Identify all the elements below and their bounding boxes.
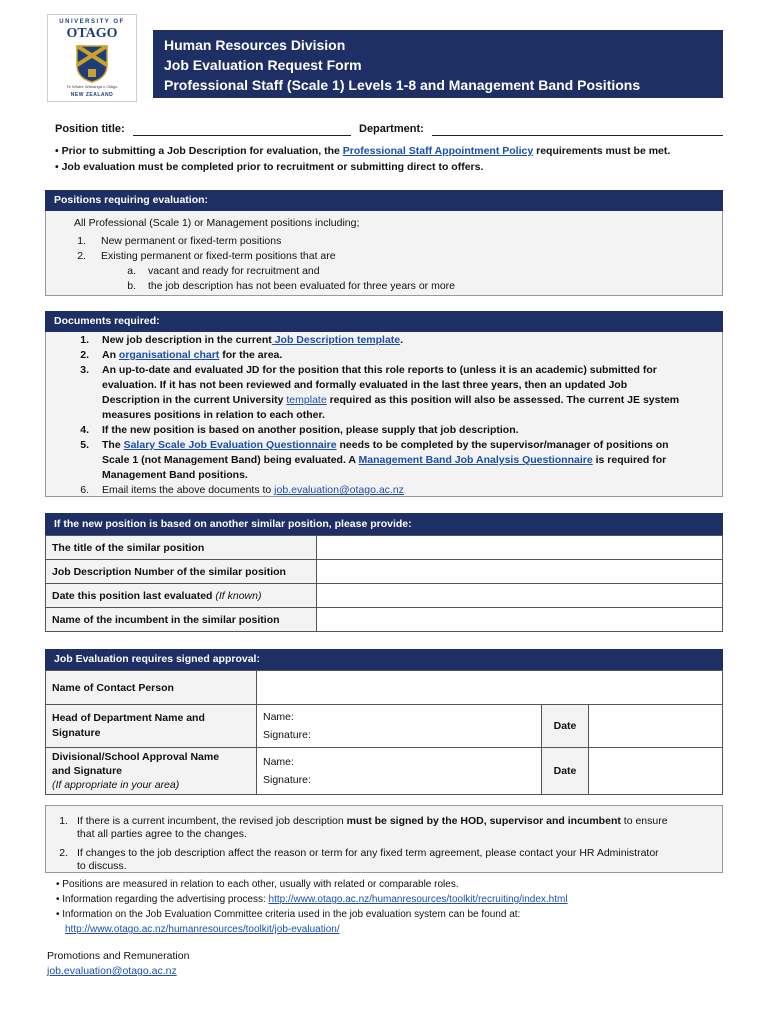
salary-scale-questionnaire-link[interactable]: Salary Scale Job Evaluation Questionnaire xyxy=(123,439,337,451)
similar-position-table xyxy=(45,535,723,632)
job-evaluation-email-link[interactable]: job.evaluation@otago.ac.nz xyxy=(274,484,404,496)
similar-section-header: If the new position is based on another similar position, please provide: xyxy=(45,513,723,536)
table-row xyxy=(46,560,723,584)
divisional-approval-label: Divisional/School Approval Name and Signature (If appropriate in your area) xyxy=(46,748,257,795)
logo-university-text: UNIVERSITY OF xyxy=(59,19,125,25)
note-2-line-1: If changes to the job description affect the reason or term for any fixed term agreement, please contact your HR Administrator xyxy=(77,847,659,859)
table-row xyxy=(46,584,723,608)
table-row xyxy=(46,608,723,632)
similar-title-field[interactable] xyxy=(317,536,723,560)
positions-item-1: New permanent or fixed-term positions xyxy=(101,235,282,247)
job-evaluation-criteria-link[interactable]: http://www.otago.ac.nz/humanresources/toolkit/job-evaluation/ xyxy=(65,924,340,935)
note-2-line-2: to discuss. xyxy=(77,860,127,872)
logo-country: NEW ZEALAND xyxy=(70,92,114,98)
crest-icon xyxy=(76,45,108,83)
table-row xyxy=(46,705,723,748)
positions-section-body: All Professional (Scale 1) or Management positions including; 1. New permanent or fixed-term positions 2. Existing permanent or fixed-term positions that are a. vacant and ready for recruitment and b. the job description has not been evaluated for three years or more xyxy=(45,211,723,296)
hod-label: Head of Department Name and Signature xyxy=(46,705,257,748)
positions-section-header: Positions requiring evaluation: xyxy=(45,190,723,211)
similar-incumbent-field[interactable] xyxy=(317,608,723,632)
similar-jd-number-field[interactable] xyxy=(317,560,723,584)
notes-box: 1. If there is a current incumbent, the revised job description must be signed by the HOD, supervisor and incumbent to ensure that all parties agree to the changes. 2. If changes to the job description affect the reason or term for any fixed term agreement, please contact your HR Administrator to discuss. xyxy=(45,805,723,873)
if-known-note: (If known) xyxy=(215,589,262,602)
similar-date-label: Date this position last evaluated (If known) xyxy=(46,584,317,608)
university-template-link[interactable]: template xyxy=(286,394,327,406)
documents-item-3-line-4: measures positions in relation to each other. xyxy=(102,409,325,421)
documents-item-5-line-3: Management Band positions. xyxy=(102,469,248,481)
positions-intro: All Professional (Scale 1) or Management positions including; xyxy=(74,217,360,229)
similar-title-label: The title of the similar position xyxy=(46,536,317,560)
footer-bullet-3: • Information on the Job Evaluation Committee criteria used in the job evaluation system can be found at: xyxy=(56,909,521,920)
department-label: Department: xyxy=(359,123,424,135)
hod-date-field[interactable] xyxy=(589,705,723,748)
note-1-line-1: If there is a current incumbent, the revised job description must be signed by the HOD, supervisor and incumbent to ensure xyxy=(77,815,668,827)
staff-appointment-policy-link[interactable]: Professional Staff Appointment Policy xyxy=(342,145,534,157)
documents-item-3-line-1: An up-to-date and evaluated JD for the position that this role reports to (unless it is an academic) submitted for xyxy=(102,364,657,376)
header-banner xyxy=(153,30,723,98)
table-row xyxy=(46,748,723,795)
table-row xyxy=(46,536,723,560)
management-band-questionnaire-link[interactable]: Management Band Job Analysis Questionnaire xyxy=(358,454,593,466)
header-division: Human Resources Division xyxy=(164,37,346,53)
header-form-title: Job Evaluation Request Form xyxy=(164,57,362,73)
position-title-label: Position title: xyxy=(55,123,125,135)
footer-bullet-1: • Positions are measured in relation to each other, usually with related or comparable roles. xyxy=(56,879,459,890)
divisional-name-signature-field[interactable]: Name: Signature: xyxy=(257,748,542,795)
similar-incumbent-label: Name of the incumbent in the similar position xyxy=(46,608,317,632)
logo-motto: Te Whare Wānanga o Otāgo xyxy=(66,84,118,89)
documents-section-body: 1. New job description in the current Job Description template. 2. An organisational chart for the area. 3. An up-to-date and evaluated JD for the position that this role reports to (unless it is an academic) submitted for evaluation. If it has not been reviewed and formally evaluated in the last three years, then an updated Job Description in the current University template required as this position will also be assessed. The current JE system measures positions in relation to each other. 4. If the new position is based on another position, please supply that job description. 5. The Salary Scale Job Evaluation Questionnaire needs to be completed by the supervisor/manager of positions on Scale 1 (not Management Band) being evaluated. A Management Band Job Analysis Questionnaire is required for Management Band positions. 6. Email items the above documents to job.evaluation@otago.ac.nz xyxy=(45,332,723,497)
intro-bullet-1: • Prior to submitting a Job Description for evaluation, the Professional Staff Appointment Policy requirements must be met. xyxy=(55,145,671,157)
positions-subitem-a: vacant and ready for recruitment and xyxy=(148,265,320,277)
note-1-line-2: that all parties agree to the changes. xyxy=(77,828,247,840)
contact-email-link[interactable]: job.evaluation@otago.ac.nz xyxy=(47,965,177,977)
hod-date-label: Date xyxy=(542,705,589,748)
intro-bullet-2: • Job evaluation must be completed prior to recruitment or submitting direct to offers. xyxy=(55,161,484,173)
org-chart-link[interactable]: organisational chart xyxy=(118,349,220,361)
intro-bullets xyxy=(55,145,670,177)
similar-jd-number-label: Job Description Number of the similar position xyxy=(46,560,317,584)
documents-item-1: New job description in the current Job Description template. xyxy=(102,334,404,346)
contact-person-label: Name of Contact Person xyxy=(46,671,257,705)
department-field[interactable] xyxy=(432,134,723,136)
divisional-date-field[interactable] xyxy=(589,748,723,795)
documents-section-header: Documents required: xyxy=(45,311,723,332)
jd-template-link[interactable]: Job Description template xyxy=(271,334,401,346)
divisional-date-label: Date xyxy=(542,748,589,795)
logo-otago-text: OTAGO xyxy=(66,26,118,41)
hod-name-signature-field[interactable]: Name: Signature: xyxy=(257,705,542,748)
documents-item-5-line-2: Scale 1 (not Management Band) being evaluated. A Management Band Job Analysis Questionnaire is required for xyxy=(102,454,667,466)
header-subtitle: Professional Staff (Scale 1) Levels 1-8 and Management Band Positions xyxy=(164,77,641,93)
documents-item-3-line-3: Description in the current University template required as this position will also be assessed. The current JE system xyxy=(102,394,680,406)
positions-item-2: Existing permanent or fixed-term positions that are xyxy=(101,250,336,262)
position-title-field[interactable] xyxy=(133,134,351,136)
contact-team-name: Promotions and Remuneration xyxy=(47,950,190,962)
footer-bullet-2: • Information regarding the advertising process: http://www.otago.ac.nz/humanresources/toolkit/recruiting/index.html xyxy=(56,894,568,905)
advertising-process-link[interactable]: http://www.otago.ac.nz/humanresources/toolkit/recruiting/index.html xyxy=(268,894,568,905)
documents-item-5-line-1: The Salary Scale Job Evaluation Questionnaire needs to be completed by the supervisor/manager of positions on xyxy=(102,439,669,451)
positions-subitem-b: the job description has not been evaluated for three years or more xyxy=(148,280,456,292)
documents-item-4: If the new position is based on another position, please supply that job description. xyxy=(102,424,519,436)
contact-person-field[interactable] xyxy=(257,671,723,705)
similar-date-field[interactable] xyxy=(317,584,723,608)
university-logo xyxy=(47,14,137,102)
footer-bullets xyxy=(56,879,568,939)
table-row xyxy=(46,671,723,705)
documents-item-6: Email items the above documents to job.evaluation@otago.ac.nz xyxy=(102,484,404,496)
documents-item-2: An organisational chart for the area. xyxy=(102,349,283,361)
approval-table xyxy=(45,670,723,795)
documents-item-3-line-2: evaluation. If it has not been reviewed and formally evaluated in the last three years, then an updated Job xyxy=(102,379,628,391)
approval-section-header: Job Evaluation requires signed approval: xyxy=(45,649,723,671)
